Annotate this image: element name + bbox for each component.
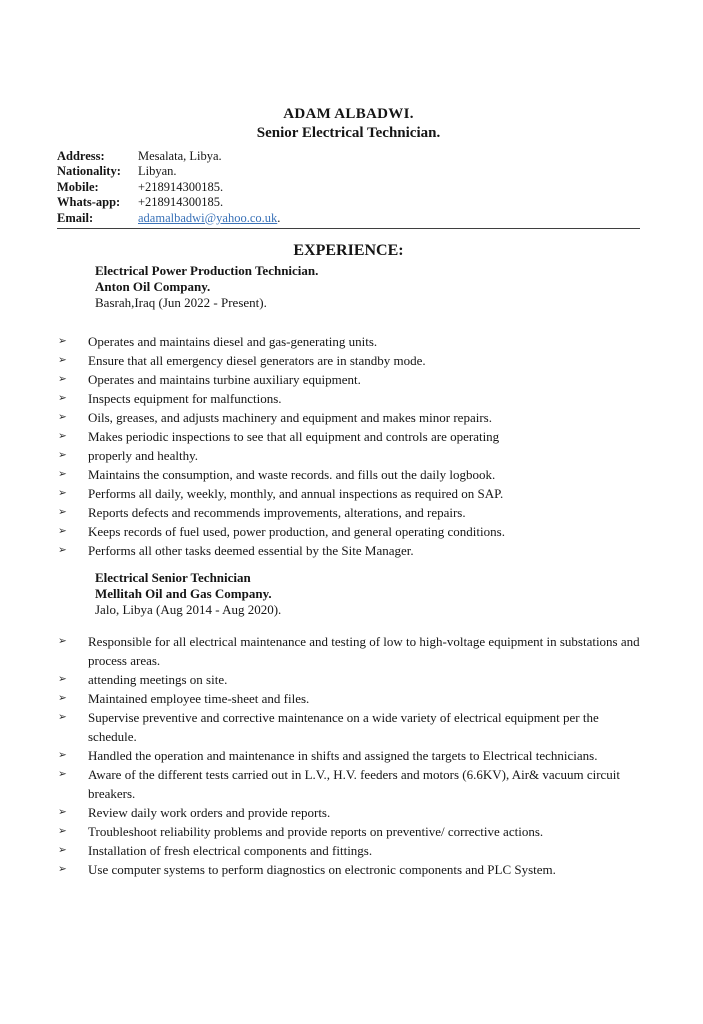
bullet-text: Performs all other tasks deemed essential by the Site Manager. — [88, 543, 414, 559]
job-location: Jalo, Libya (Aug 2014 - Aug 2020). — [95, 602, 282, 618]
bullet-arrow-icon: ➢ — [58, 692, 67, 705]
bullet-item — [57, 503, 640, 522]
candidate-name: ADAM ALBADWI. — [283, 106, 414, 122]
bullet-text: Keeps records of fuel used, power production, and general operating conditions. — [88, 524, 505, 540]
bullet-item — [57, 860, 640, 879]
bullet-text: Responsible for all electrical maintenance and testing of low to high-voltage equipment in substations and process areas. — [88, 634, 640, 669]
contact-label: Nationality: — [57, 164, 121, 179]
bullet-arrow-icon: ➢ — [58, 544, 67, 557]
job-title: Electrical Senior Technician — [95, 570, 251, 586]
bullet-text: properly and healthy. — [88, 448, 198, 464]
bullet-arrow-icon: ➢ — [58, 354, 67, 367]
contact-row-whatsapp — [57, 195, 640, 210]
bullet-item — [57, 765, 640, 803]
bullet-item — [57, 484, 640, 503]
bullet-text: Maintained employee time-sheet and files. — [88, 691, 310, 707]
bullet-text: Inspects equipment for malfunctions. — [88, 391, 282, 407]
bullet-item — [57, 446, 640, 465]
contact-label: Email: — [57, 210, 94, 225]
bullet-arrow-icon: ➢ — [58, 825, 67, 838]
bullet-item — [57, 708, 640, 746]
bullet-arrow-icon: ➢ — [58, 525, 67, 538]
contact-block — [57, 149, 640, 226]
bullet-arrow-icon: ➢ — [58, 487, 67, 500]
bullet-item — [57, 689, 640, 708]
bullet-text: attending meetings on site. — [88, 672, 228, 688]
bullet-arrow-icon: ➢ — [58, 635, 67, 648]
contact-row-address — [57, 149, 640, 164]
email-link[interactable]: adamalbadwi@yahoo.co.uk — [138, 210, 278, 225]
contact-label: Address: — [57, 149, 105, 163]
bullet-item — [57, 332, 640, 351]
bullet-arrow-icon: ➢ — [58, 449, 67, 462]
bullet-arrow-icon: ➢ — [58, 411, 67, 424]
contact-value: Mesalata, Libya. — [138, 149, 222, 163]
bullet-text: Review daily work orders and provide reports. — [88, 805, 331, 821]
bullet-item — [57, 822, 640, 841]
job-company: Mellitah Oil and Gas Company. — [95, 586, 272, 602]
bullet-arrow-icon: ➢ — [58, 506, 67, 519]
job-title: Electrical Power Production Technician. — [95, 263, 319, 279]
header-divider — [57, 228, 640, 229]
bullet-arrow-icon: ➢ — [58, 373, 67, 386]
bullet-text: Performs all daily, weekly, monthly, and annual inspections as required on SAP. — [88, 486, 504, 502]
bullet-text: Maintains the consumption, and waste records. and fills out the daily logbook. — [88, 467, 496, 483]
bullet-arrow-icon: ➢ — [58, 392, 67, 405]
bullet-item — [57, 351, 640, 370]
bullet-arrow-icon: ➢ — [58, 711, 67, 724]
bullet-arrow-icon: ➢ — [58, 749, 67, 762]
bullet-text: Installation of fresh electrical components and fittings. — [88, 843, 373, 859]
bullet-item — [57, 541, 640, 560]
contact-value: Libyan. — [138, 164, 177, 179]
bullet-text: Troubleshoot reliability problems and provide reports on preventive/ corrective actions. — [88, 824, 544, 840]
job1-bullet-list — [57, 332, 640, 560]
bullet-text: Operates and maintains turbine auxiliary equipment. — [88, 372, 361, 388]
bullet-arrow-icon: ➢ — [58, 806, 67, 819]
job-block-1 — [95, 263, 640, 311]
contact-row-mobile — [57, 180, 640, 195]
contact-label: Mobile: — [57, 179, 99, 194]
bullet-text: Aware of the different tests carried out in L.V., H.V. feeders and motors (6.6KV), Air& vacuum circuit breakers. — [88, 767, 621, 802]
job2-bullet-list — [57, 632, 640, 879]
bullet-text: Use computer systems to perform diagnostics on electronic components and PLC System. — [88, 862, 556, 878]
bullet-arrow-icon: ➢ — [58, 468, 67, 481]
bullet-item — [57, 370, 640, 389]
bullet-item — [57, 632, 640, 670]
bullet-item — [57, 427, 640, 446]
bullet-text: Reports defects and recommends improvements, alterations, and repairs. — [88, 505, 466, 521]
bullet-arrow-icon: ➢ — [58, 430, 67, 443]
bullet-arrow-icon: ➢ — [58, 768, 67, 781]
bullet-item — [57, 408, 640, 427]
bullet-text: Ensure that all emergency diesel generators are in standby mode. — [88, 353, 426, 369]
bullet-item — [57, 389, 640, 408]
bullet-item — [57, 841, 640, 860]
contact-value — [138, 211, 280, 226]
bullet-text: Operates and maintains diesel and gas-generating units. — [88, 334, 378, 350]
bullet-arrow-icon: ➢ — [58, 673, 67, 686]
bullet-text: Handled the operation and maintenance in shifts and assigned the targets to Electrical technicians. — [88, 748, 598, 764]
contact-value: +218914300185. — [138, 179, 224, 194]
bullet-text: Supervise preventive and corrective maintenance on a wide variety of electrical equipment per the schedule. — [88, 710, 599, 745]
contact-row-email — [57, 211, 640, 226]
bullet-item — [57, 803, 640, 822]
job-company: Anton Oil Company. — [95, 279, 211, 295]
bullet-item — [57, 465, 640, 484]
job-location: Basrah,Iraq (Jun 2022 - Present). — [95, 295, 267, 311]
bullet-arrow-icon: ➢ — [58, 844, 67, 857]
bullet-text: Makes periodic inspections to see that all equipment and controls are operating — [88, 429, 500, 445]
job-block-2 — [95, 570, 640, 618]
candidate-title: Senior Electrical Technician. — [256, 125, 441, 141]
experience-heading: EXPERIENCE: — [293, 242, 404, 260]
bullet-item — [57, 746, 640, 765]
bullet-text: Oils, greases, and adjusts machinery and equipment and makes minor repairs. — [88, 410, 492, 426]
bullet-arrow-icon: ➢ — [58, 335, 67, 348]
contact-label: Whats-app: — [57, 195, 121, 210]
email-suffix: . — [277, 210, 281, 225]
bullet-item — [57, 670, 640, 689]
contact-value: +218914300185. — [138, 195, 224, 210]
bullet-item — [57, 522, 640, 541]
bullet-arrow-icon: ➢ — [58, 863, 67, 876]
contact-row-nationality — [57, 164, 640, 179]
